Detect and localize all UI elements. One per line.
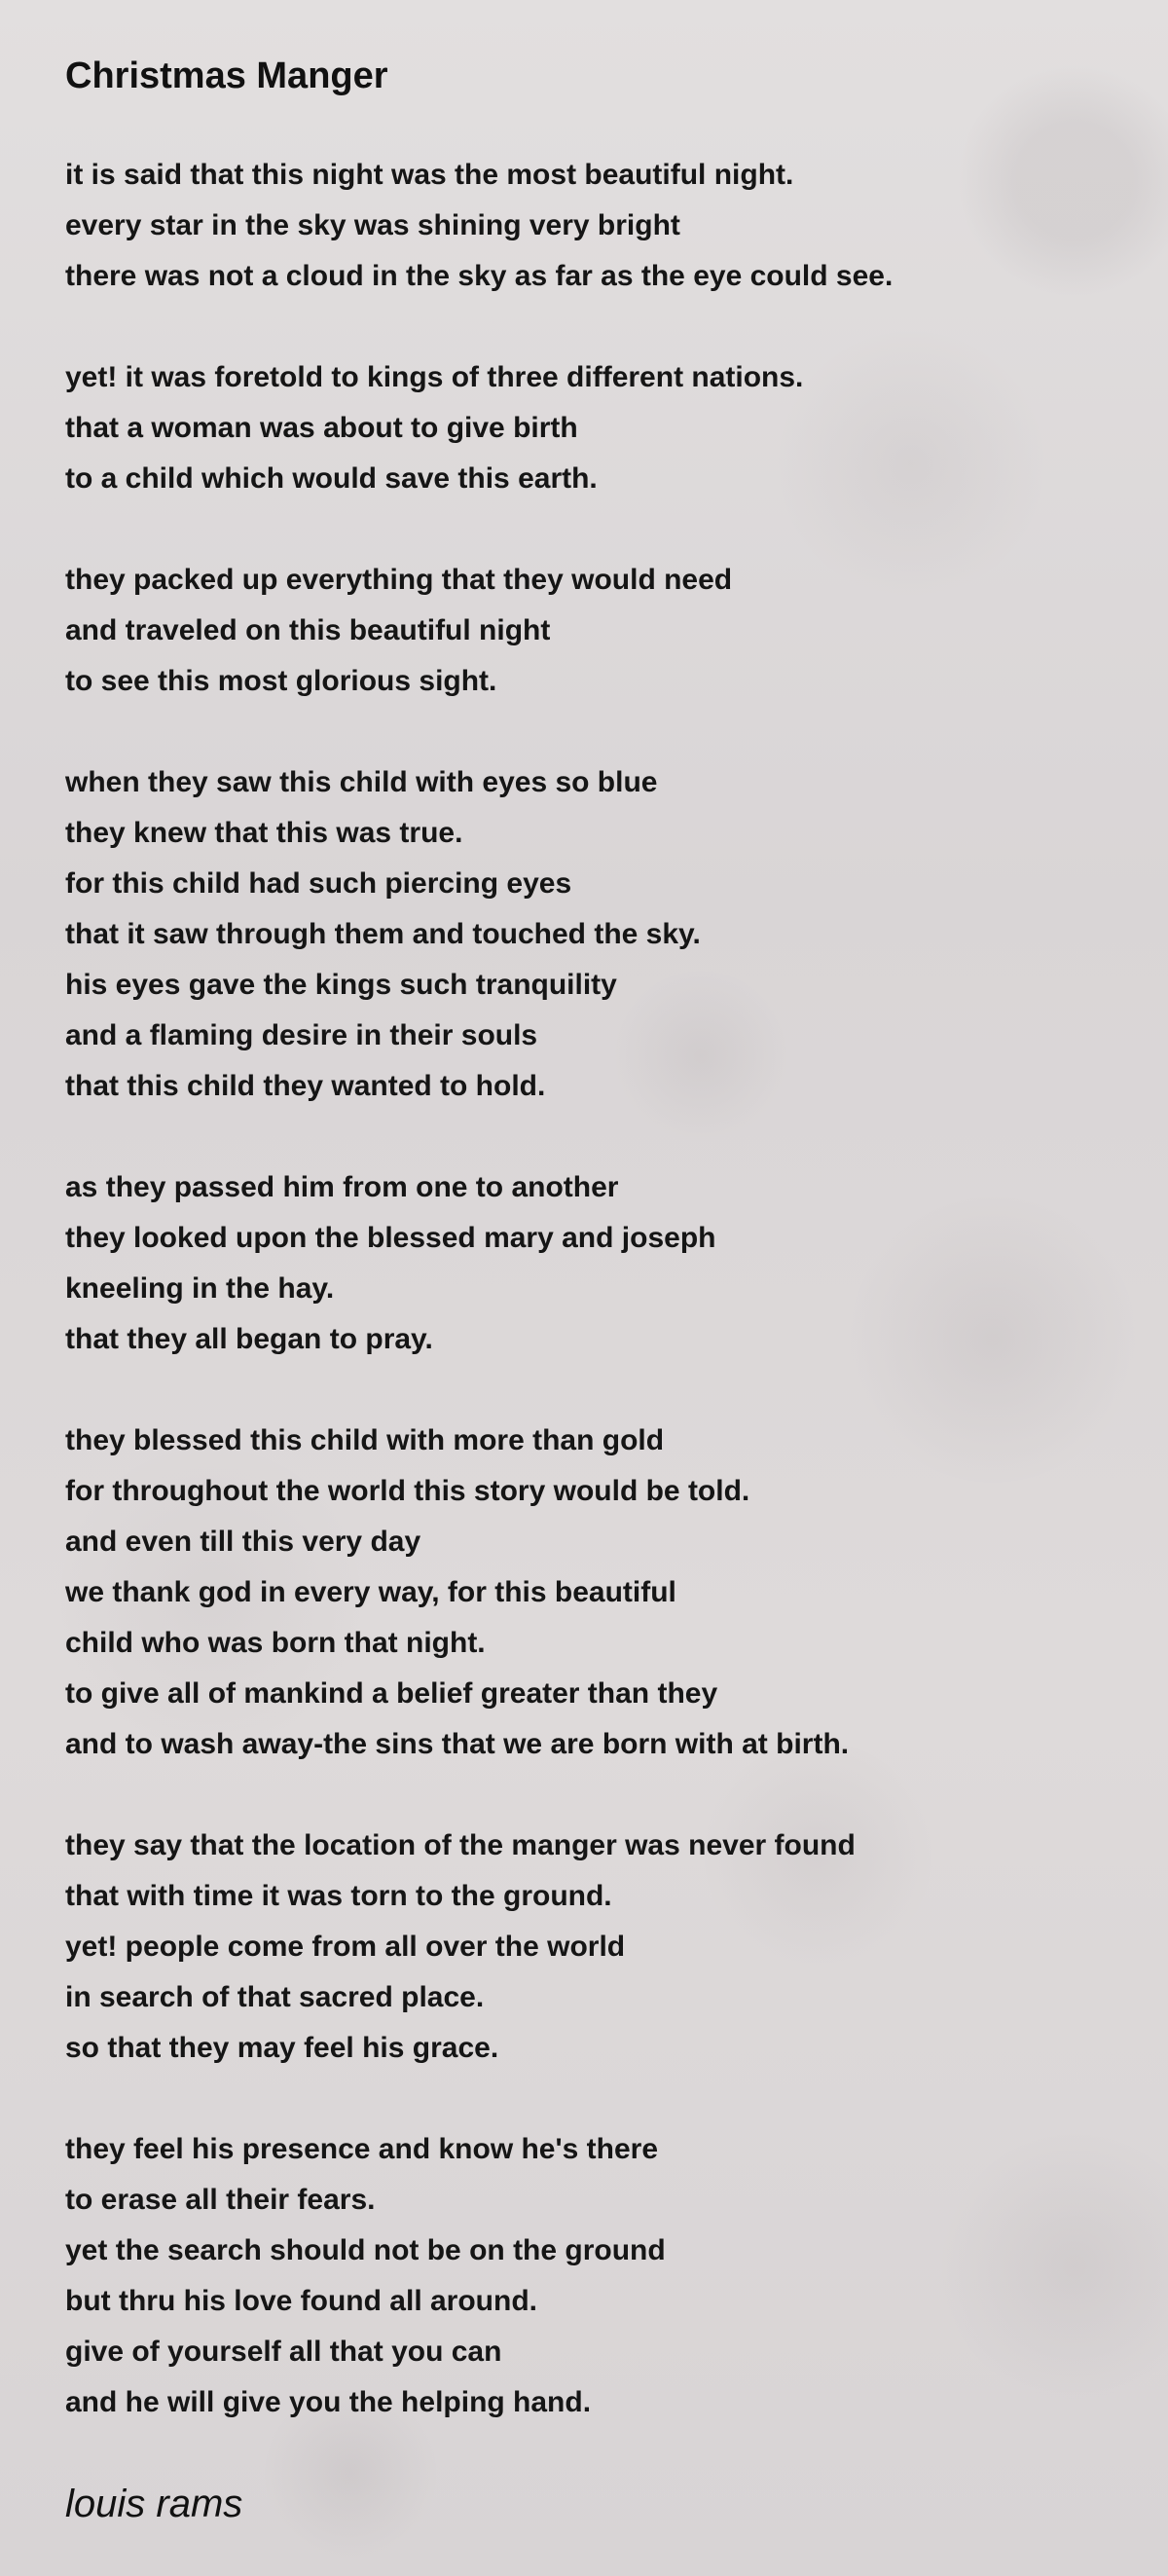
poem-line: yet! it was foretold to kings of three different nations. xyxy=(65,361,804,393)
poem-container xyxy=(65,51,1116,2529)
poem-line: but thru his love found all around. xyxy=(65,2285,537,2317)
poem-stanza xyxy=(65,1162,1116,1365)
poem-author: louis rams xyxy=(65,2483,243,2525)
poem-line: for this child had such piercing eyes xyxy=(65,867,572,900)
poem-body xyxy=(65,150,1116,2428)
poem-line: to see this most glorious sight. xyxy=(65,665,497,697)
poem-stanza xyxy=(65,555,1116,707)
poem-line: they knew that this was true. xyxy=(65,817,463,849)
poem-line: and to wash away-the sins that we are born with at birth. xyxy=(65,1728,850,1760)
poem-line: every star in the sky was shining very bright xyxy=(65,209,680,241)
poem-line: that a woman was about to give birth xyxy=(65,412,578,444)
poem-line: yet the search should not be on the ground xyxy=(65,2234,666,2266)
poem-stanza xyxy=(65,150,1116,302)
poem-line: they looked upon the blessed mary and joseph xyxy=(65,1222,716,1254)
poem-line: that this child they wanted to hold. xyxy=(65,1070,546,1102)
poem-stanza xyxy=(65,352,1116,504)
poem-line: as they passed him from one to another xyxy=(65,1171,619,1203)
poem-line: give of yourself all that you can xyxy=(65,2336,502,2368)
poem-stanza xyxy=(65,1821,1116,2074)
poem-line: to give all of mankind a belief greater than they xyxy=(65,1677,718,1710)
poem-stanza xyxy=(65,1416,1116,1770)
poem-line: so that they may feel his grace. xyxy=(65,2032,499,2064)
poem-line: that they all began to pray. xyxy=(65,1323,433,1355)
poem-line: to a child which would save this earth. xyxy=(65,462,598,495)
poem-line: they say that the location of the manger was never found xyxy=(65,1829,856,1861)
poem-line: and a flaming desire in their souls xyxy=(65,1019,538,1051)
poem-line: to erase all their fears. xyxy=(65,2184,376,2216)
poem-line: they blessed this child with more than gold xyxy=(65,1424,665,1456)
poem-line: that it saw through them and touched the sky. xyxy=(65,918,701,950)
poem-stanza xyxy=(65,2124,1116,2428)
poem-line: and he will give you the helping hand. xyxy=(65,2386,592,2418)
poem-line: that with time it was torn to the ground. xyxy=(65,1880,612,1912)
poem-line: his eyes gave the kings such tranquility xyxy=(65,969,617,1001)
poem-line: there was not a cloud in the sky as far as the eye could see. xyxy=(65,260,894,292)
poem-line: they packed up everything that they would need xyxy=(65,564,733,596)
poem-line: and even till this very day xyxy=(65,1526,421,1558)
poem-line: for throughout the world this story would be told. xyxy=(65,1475,750,1507)
poem-line: in search of that sacred place. xyxy=(65,1981,485,2013)
poem-line: child who was born that night. xyxy=(65,1627,486,1659)
poem-line: yet! people come from all over the world xyxy=(65,1931,626,1963)
poem-line: when they saw this child with eyes so blue xyxy=(65,766,658,798)
poem-stanza xyxy=(65,757,1116,1112)
poem-line: it is said that this night was the most beautiful night. xyxy=(65,159,794,191)
poem-line: we thank god in every way, for this beautiful xyxy=(65,1576,676,1608)
poem-line: and traveled on this beautiful night xyxy=(65,614,551,646)
poem-line: they feel his presence and know he's there xyxy=(65,2133,659,2165)
poem-line: kneeling in the hay. xyxy=(65,1272,335,1305)
poem-title: Christmas Manger xyxy=(65,55,388,96)
